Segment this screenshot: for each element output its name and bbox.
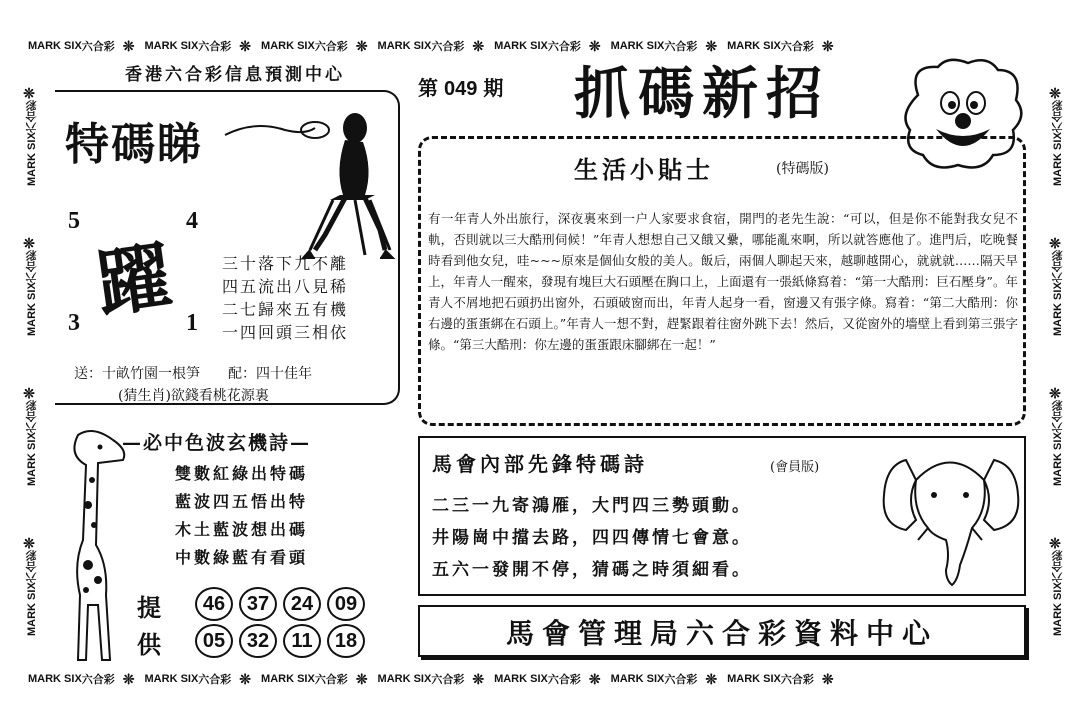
brand-en: MARK SIX bbox=[610, 673, 665, 685]
poem-line: 五六一發開不停，猜碼之時須細看。 bbox=[432, 560, 752, 580]
poem-line: 雙數紅綠出特碼 bbox=[175, 464, 309, 483]
brand-en: MARK SIX bbox=[494, 673, 548, 685]
tema-number: 5 bbox=[68, 208, 80, 234]
brand-cn: 六合彩 bbox=[1052, 399, 1064, 433]
brand-en: MARK SIX bbox=[1052, 432, 1064, 487]
border-brand-unit bbox=[378, 38, 485, 55]
brand-cn: 六合彩 bbox=[26, 249, 38, 283]
brand-en: MARK SIX bbox=[26, 132, 38, 187]
issue-prefix: 第 bbox=[418, 76, 438, 100]
border-left bbox=[14, 60, 40, 660]
brand-cn: 六合彩 bbox=[314, 41, 348, 53]
issue-suffix: 期 bbox=[483, 76, 504, 100]
issue-label bbox=[418, 72, 503, 101]
number-ball: 09 bbox=[327, 587, 365, 621]
send-line: 送：十畝竹園一根笋 配：四十佳年 bbox=[74, 366, 312, 382]
border-brand-unit bbox=[494, 671, 601, 688]
color-poem bbox=[175, 460, 308, 572]
brand-cn: 六合彩 bbox=[780, 674, 814, 686]
center-name: 馬會管理局六合彩資料中心 bbox=[505, 617, 938, 650]
border-brand-unit bbox=[611, 671, 718, 688]
tema-poem bbox=[222, 252, 348, 344]
poem-line: 三十落下九不離 bbox=[222, 254, 349, 273]
main-title: 抓碼新招 bbox=[574, 61, 830, 127]
brand-en: MARK SIX bbox=[28, 673, 82, 685]
tips-story: 有一年青人外出旅行，深夜裏來到一户人家要求食宿，開門的老先生說：“可以，但是你不能對我女兒不軌，否則就以三大酷刑伺候！”年青人想想自己又餓又纍，哪能亂來啊，所以就答應他了。進門后，吃晚餐時看到他女兒，哇~~~原來是個仙女般的美人。飯后，兩個人聊起天來，越聊越開心，就就就……隔天早上，年青人一醒來，發現有塊巨大石頭壓在胸口上，上面還有一張紙條寫着：“第一大酷刑：巨石壓身”。年青人不屑地把石頭扔出窗外，石頭破窗而出，年青人起身一看，窗邊又有張字條。寫着：“第二大酷刑：你右邊的蛋蛋綁在石頭上。”年青人一想不對，趕緊跟着往窗外跳下去！然后，又從窗外的墻壁上看到第三張字條。“第三大酷刑：你左邊的蛋蛋跟床腳綁在一起！” bbox=[428, 211, 1018, 352]
snowflake-icon: ❊ bbox=[20, 83, 36, 100]
number-row-2 bbox=[195, 624, 365, 658]
brand-en: MARK SIX bbox=[1052, 132, 1064, 187]
border-brand-unit bbox=[261, 671, 368, 688]
woman-illustration bbox=[215, 100, 400, 260]
border-brand-unit bbox=[1046, 534, 1066, 637]
snowflake-icon: ❊ bbox=[122, 37, 135, 54]
snowflake-icon: ❊ bbox=[472, 670, 485, 687]
brand-cn: 六合彩 bbox=[81, 41, 115, 53]
number-ball: 18 bbox=[327, 624, 365, 658]
brand-en: MARK SIX bbox=[610, 40, 665, 52]
tema-number: 1 bbox=[186, 310, 198, 336]
brand-en: MARK SIX bbox=[377, 40, 432, 52]
border-brand-unit bbox=[378, 671, 485, 688]
poem-line: 四五流出八見稀 bbox=[222, 277, 349, 296]
provide-label: 提 bbox=[137, 593, 161, 622]
brand-en: MARK SIX bbox=[727, 673, 781, 685]
elephant-illustration bbox=[876, 440, 1024, 590]
border-brand-unit bbox=[20, 384, 40, 487]
border-right bbox=[1040, 60, 1066, 660]
snowflake-icon: ❊ bbox=[1046, 233, 1062, 250]
snowflake-icon: ❊ bbox=[1046, 83, 1062, 100]
border-brand-unit bbox=[28, 38, 135, 55]
brand-en: MARK SIX bbox=[261, 673, 315, 685]
border-brand-unit bbox=[1046, 84, 1066, 187]
brand-cn: 六合彩 bbox=[81, 674, 115, 686]
tips-title: 生活小貼士 bbox=[574, 155, 714, 184]
snowflake-icon: ❊ bbox=[355, 670, 368, 687]
brand-cn: 六合彩 bbox=[26, 399, 38, 433]
border-bottom bbox=[28, 670, 1058, 688]
snowflake-icon: ❊ bbox=[20, 533, 36, 550]
brand-cn: 六合彩 bbox=[198, 674, 232, 686]
border-brand-unit bbox=[261, 38, 368, 55]
border-brand-unit bbox=[20, 84, 40, 187]
brand-cn: 六合彩 bbox=[664, 674, 698, 686]
snowflake-icon: ❊ bbox=[122, 670, 135, 687]
border-brand-unit bbox=[145, 38, 252, 55]
horse-poem-title: 馬會內部先鋒特碼詩 bbox=[432, 452, 648, 476]
tips-edition: (特碼版) bbox=[776, 161, 829, 177]
number-ball: 37 bbox=[239, 587, 277, 621]
brand-cn: 六合彩 bbox=[431, 674, 465, 686]
snowflake-icon: ❊ bbox=[239, 670, 252, 687]
border-brand-unit bbox=[20, 234, 40, 337]
color-poem-title: —必中色波玄機詩— bbox=[122, 432, 312, 454]
zodiac-hint: (猜生肖)欲錢看桃花源裏 bbox=[118, 388, 269, 404]
brand-cn: 六合彩 bbox=[780, 41, 814, 53]
brand-cn: 六合彩 bbox=[198, 41, 232, 53]
org-title: 香港六合彩信息預測中心 bbox=[125, 65, 345, 85]
brand-cn: 六合彩 bbox=[314, 674, 348, 686]
poem-line: 木土藍波想出碼 bbox=[175, 520, 309, 539]
number-ball: 05 bbox=[195, 624, 233, 658]
snowflake-icon: ❊ bbox=[239, 37, 252, 54]
number-ball: 46 bbox=[195, 587, 233, 621]
border-brand-unit bbox=[1046, 234, 1066, 337]
number-row-1 bbox=[195, 587, 365, 621]
brand-en: MARK SIX bbox=[261, 40, 315, 52]
border-brand-unit bbox=[28, 671, 135, 688]
brand-en: MARK SIX bbox=[1052, 282, 1064, 337]
horse-poem bbox=[432, 490, 752, 586]
border-brand-unit bbox=[20, 534, 40, 637]
number-ball: 32 bbox=[239, 624, 277, 658]
brand-en: MARK SIX bbox=[1052, 582, 1064, 637]
provide-label: 供 bbox=[137, 630, 161, 659]
border-brand-unit bbox=[727, 671, 834, 688]
snowflake-icon: ❊ bbox=[821, 37, 834, 54]
poem-line: 二三一九寄鴻雁，大門四三勢頭動。 bbox=[432, 496, 752, 516]
brand-cn: 六合彩 bbox=[1052, 249, 1064, 283]
number-ball: 11 bbox=[283, 624, 321, 658]
poem-line: 藍波四五悟出特 bbox=[175, 492, 309, 511]
border-brand-unit bbox=[145, 671, 252, 688]
poem-line: 二七歸來五有機 bbox=[222, 300, 349, 319]
jump-character: 躍 bbox=[91, 233, 177, 329]
snowflake-icon: ❊ bbox=[20, 383, 36, 400]
brand-cn: 六合彩 bbox=[1052, 99, 1064, 133]
brand-en: MARK SIX bbox=[144, 673, 199, 685]
snowflake-icon: ❊ bbox=[472, 37, 485, 54]
tema-number: 4 bbox=[186, 208, 198, 234]
snowflake-icon: ❊ bbox=[355, 37, 368, 54]
giraffe-illustration bbox=[58, 425, 138, 665]
brand-en: MARK SIX bbox=[377, 673, 432, 685]
brand-cn: 六合彩 bbox=[26, 549, 38, 583]
brand-cn: 六合彩 bbox=[431, 41, 465, 53]
brand-en: MARK SIX bbox=[727, 40, 781, 52]
brand-en: MARK SIX bbox=[28, 40, 82, 52]
snowflake-icon: ❊ bbox=[588, 37, 601, 54]
brand-en: MARK SIX bbox=[144, 40, 199, 52]
brand-en: MARK SIX bbox=[26, 432, 38, 487]
tema-title: 特碼睇 bbox=[65, 119, 203, 170]
snowflake-icon: ❊ bbox=[821, 670, 834, 687]
brand-cn: 六合彩 bbox=[547, 674, 581, 686]
border-brand-unit bbox=[1046, 384, 1066, 487]
horse-poem-edition: (會員版) bbox=[770, 460, 820, 475]
tema-number: 3 bbox=[68, 310, 80, 336]
brand-en: MARK SIX bbox=[494, 40, 548, 52]
snowflake-icon: ❊ bbox=[1046, 533, 1062, 550]
poem-line: 一四回頭三相依 bbox=[222, 323, 349, 342]
poem-line: 中數綠藍有看頭 bbox=[175, 548, 309, 567]
brand-en: MARK SIX bbox=[26, 582, 38, 637]
snowflake-icon: ❊ bbox=[705, 37, 718, 54]
snowflake-icon: ❊ bbox=[705, 670, 718, 687]
border-top bbox=[28, 37, 1058, 55]
number-ball: 24 bbox=[283, 587, 321, 621]
brand-cn: 六合彩 bbox=[664, 41, 698, 53]
poem-line: 井陽崗中擋去路，四四傳情七會意。 bbox=[432, 528, 752, 548]
brand-cn: 六合彩 bbox=[26, 99, 38, 133]
brand-cn: 六合彩 bbox=[547, 41, 581, 53]
brand-en: MARK SIX bbox=[26, 282, 38, 337]
snowflake-icon: ❊ bbox=[588, 670, 601, 687]
issue-number: 049 bbox=[444, 78, 478, 100]
snowflake-icon: ❊ bbox=[1046, 383, 1062, 400]
snowflake-icon: ❊ bbox=[20, 233, 36, 250]
brand-cn: 六合彩 bbox=[1052, 549, 1064, 583]
